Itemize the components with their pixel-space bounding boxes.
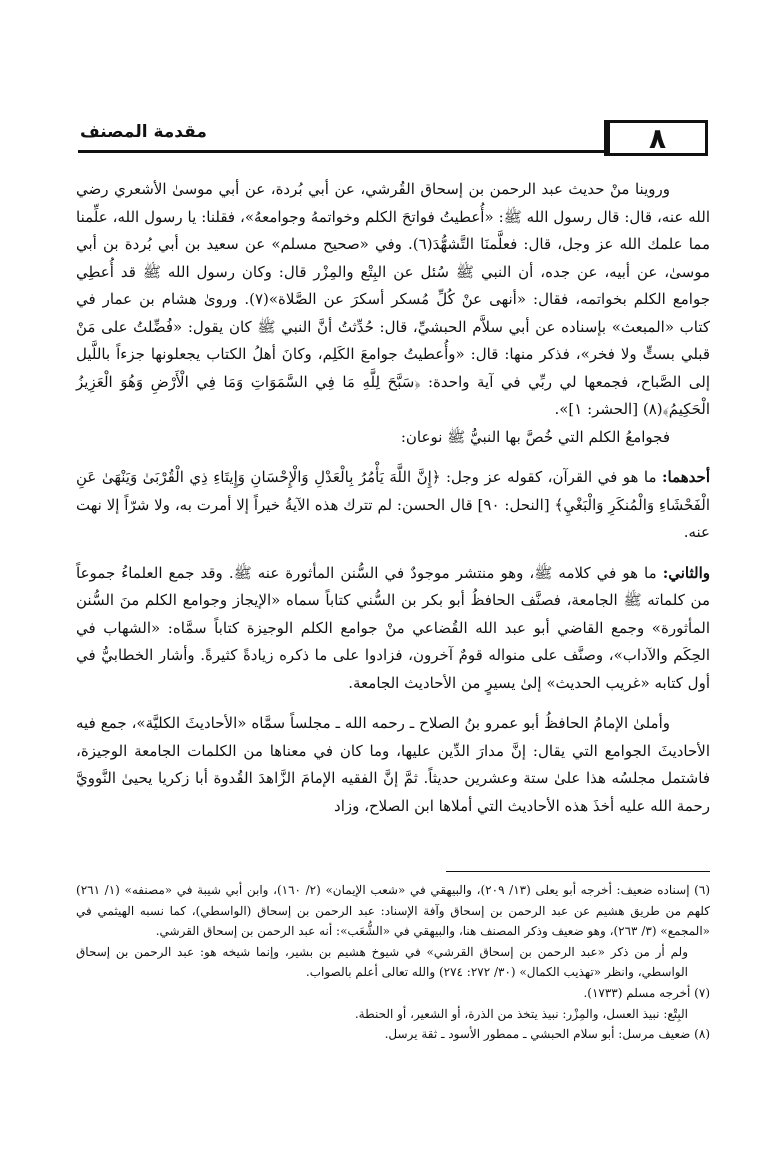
paragraph	[76, 424, 710, 452]
footnote: (٦) إسناده ضعيف: أخرجه أبو يعلى (١٣/ ٢٠٩)، والبيهقي في «شعب الإيمان» (٢/ ١٦٠)، وابن أبي شيبة في «مصنفه» (١/ ٢٦١) كلهم من طريق هشيم عن عبد الرحمن بن إسحاق وآفة الإسناد: عبد الرحمن بن إسحاق (الواسطي)، كما نسبه الهيثمي في «المجمع» (٣/ ٢٦٣)، وهو ضعيف وذكر المصنف هنا، والبيهقي في «الشُّعَب»: أنه عبد الرحمن بن إسحاق القرشي.	[76, 883, 711, 939]
paragraph-text: ما هو في كلامه ﷺ، وهو منتشر موجودٌ في السُّنن المأثورة عنه ﷺ. وقد جمع العلماءُ جموعاً من كلماته ﷺ الجامعة، فصنَّف الحافظُ أبو بكر بن السُّني كتاباً سماه «الإيجاز وجوامع الكلم منَ السُّنن المأثورة» وجمع القاضي أبو عبد الله القُضاعي منْ جوامع الكلم الوجيزة كتاباً سمَّاه: «الشهاب في الحِكَم والآداب»، وصنَّف على منواله قومٌ آخرون، فزادوا على ما ذكره زيادةً كثيرةً. وأشار الخطابيُّ في أول كتابه «غريب الحديث» إلىٰ يسيرٍ من الأحاديث الجامعة.	[76, 563, 710, 692]
paragraph	[76, 464, 710, 547]
paragraph-lead: والثاني:	[662, 563, 710, 582]
paragraph-text: فجوامعُ الكلم التي خُصَّ بها النبيُّ ﷺ نوعان:	[400, 427, 670, 446]
footnote: (٨) ضعيف مرسل: أبو سلام الحبشي ـ ممطور الأسود ـ ثقة يرسل.	[384, 1027, 710, 1042]
running-title: مقدمة المصنف	[80, 122, 207, 142]
header-rule	[78, 150, 604, 153]
paragraph	[76, 176, 710, 424]
footnote: (٧) أخرجه مسلم (١٧٣٣).	[583, 985, 710, 1000]
footnote-rule	[446, 871, 710, 872]
paragraph	[76, 560, 710, 698]
main-text	[76, 176, 710, 820]
paragraph-text: وروينا منْ حديث عبد الرحمن بن إسحاق القُرشي، عن أبي بُردة، عن أبي موسىٰ الأشعري رضي الله عنه، قال: قال رسول الله ﷺ: «أُعطيتُ فواتحَ الكلم وخواتمهُ وجوامعهُ»، فقلنا: يا رسول الله، علِّمنا مما علمك الله عز وجل، قال: فعلَّمنَا التَّشهُّدَ(٦). وفي «صحيح مسلم» عن سعيد بن أبي بُردة بن أبي موسىٰ، عن أبيه، عن جده، أن النبي ﷺ سُئل عن البِتْع والمِزْر قال: وكان رسول الله ﷺ قد أُعطِي جوامع الكلم بخواتمه، فقال: «أنهى عنْ كُلِّ مُسكر أسكرَ عن الصَّلاة»(٧). وروىٰ هشام بن عمار في كتاب «المبعث» بإسناده عن أبي سلاَّم الحبشيِّ، قال: حُدِّثتُ أنَّ النبي ﷺ كان يقول: «فُضِّلتُ على مَنْ قبلي بستٍّ ولا فخر»، فذكر منها: قال: «وأُعطيتُ جوامعَ الكَلِم، وكانَ أهلُ الكتاب يجعلونها جزءاً باللَّيل إلى الصَّباح، فجمعها لي ربِّي في آية واحدة: ﴿سَبَّحَ لِلَّهِ مَا فِي السَّمَوَاتِ وَمَا فِي الْأَرْضِ وَهُوَ الْعَزِيزُ الْحَكِيمُ﴾(٨) [الحشر: ١]».	[76, 180, 710, 418]
paragraph-lead: أحدهما:	[661, 468, 710, 486]
paragraph-text: وأملىٰ الإمامُ الحافظُ أبو عمرو بنُ الصلاح ـ رحمه الله ـ مجلساً سمَّاه «الأحاديثَ الكليَّة»، جمع فيه الأحاديثَ الجوامع التي يقال: إنَّ مدارَ الدِّين عليها، وما كان في معناها من الكلمات الجامعة الوجيزة، فاشتمل مجلسُه هذا علىٰ ستة وعشرين حديثاً. ثمَّ إنَّ الفقيه الإمامَ الزَّاهدَ القُدوة أبا زكريا يحيىٰ النَّوويَّ رحمة الله عليه أخذَ هذه الأحاديث التي أملاها ابن الصلاح، وزاد	[76, 714, 710, 815]
footnote: البِتْع: نبيذ العسل، والمِزْر: نبيذ يتخذ من الذرة، أو الشعير، أو الحنطة.	[354, 1006, 688, 1021]
footnotes	[76, 880, 710, 1045]
page-number-box	[604, 120, 708, 156]
page-header	[78, 108, 708, 158]
footnote: ولم أر من ذكر «عبد الرحمن بن إسحاق القرشي» في شيوخ هشيم بن بشير، وإنما شيخه هو: عبد الرحمن بن إسحاق الواسطي، وانظر «تهذيب الكمال» (٣٠/ ٢٧٢: ٢٧٤) والله تعالى أعلم بالصواب.	[76, 944, 688, 980]
page-number: ٨	[648, 121, 667, 155]
paragraph	[76, 710, 710, 820]
paragraph-text: ما هو في القرآن، كقوله عز وجل: ﴿إِنَّ اللَّهَ يَأْمُرُ بِالْعَدْلِ وَالْإِحْسَانِ وَإِيتَاءِ ذِي الْقُرْبَىٰ وَيَنْهَىٰ عَنِ الْفَحْشَاءِ وَالْمُنكَرِ وَالْبَغْيِ﴾ [النحل: ٩٠] قال الحسن: لم تترك هذه الآيةُ خيراً إلا أمرت به، ولا شرّاً إلا نهت عنه.	[76, 468, 710, 541]
